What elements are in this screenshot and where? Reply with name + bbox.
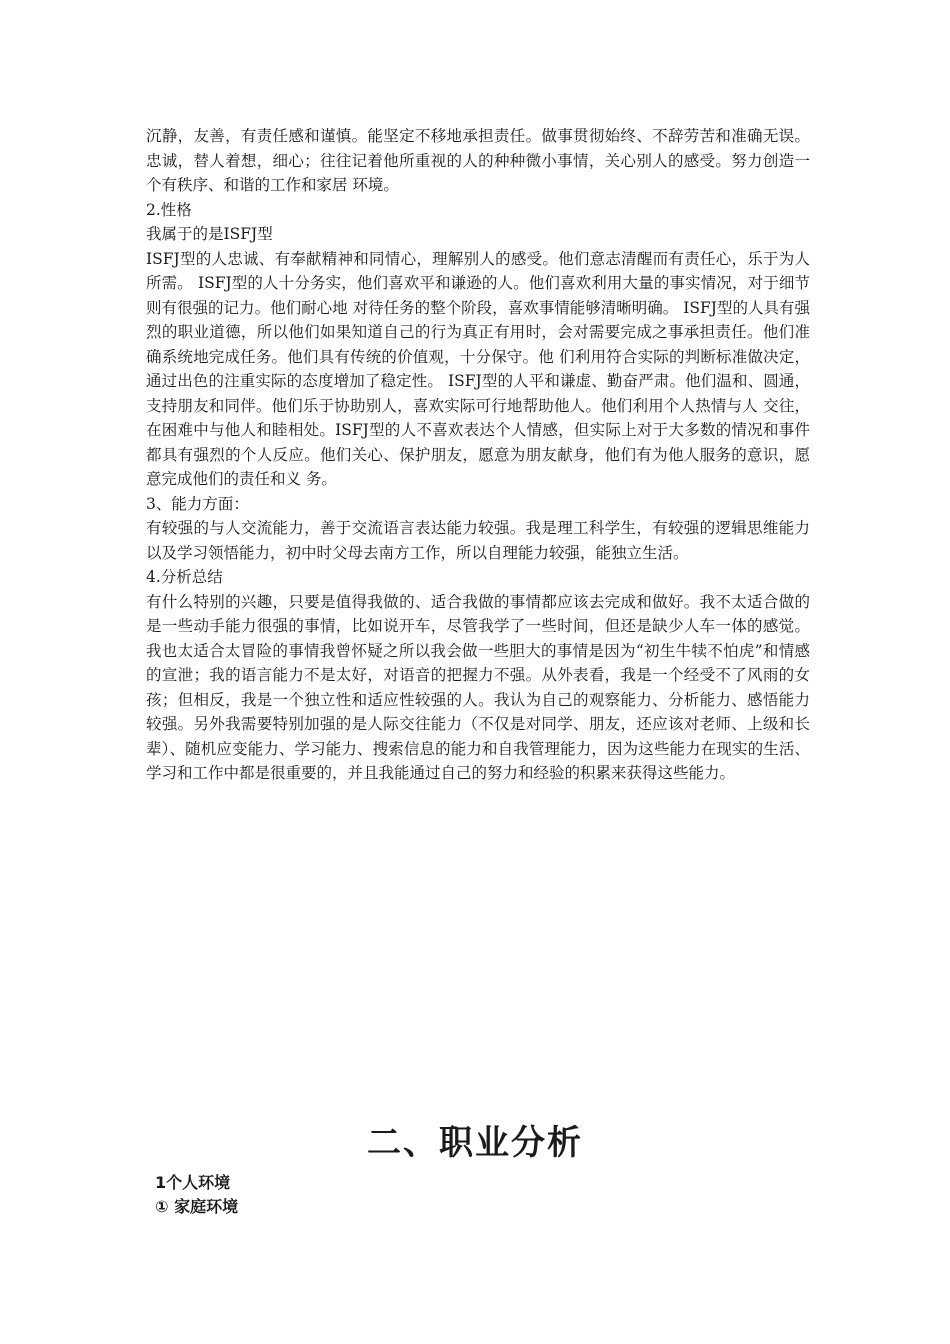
intro-paragraph: 沉静，友善，有责任感和谨慎。能坚定不移地承担责任。做事贯彻始终、不辞劳苦和准确无误。忠诚，替人着想，细心；往往记着他所重视的人的种种微小事情，关心别人的感受。努力创造一个有秩序、和谐的工作和家居 环境。 bbox=[146, 127, 810, 194]
self-analysis-body bbox=[146, 124, 810, 786]
personal-environment-heading: 1个人环境 bbox=[155, 1173, 231, 1192]
summary-paragraph: 有什么特别的兴趣，只要是值得我做的、适合我做的事情都应该去完成和做好。我不太适合做的是一些动手能力很强的事情，比如说开车，尽管我学了一些时间，但还是缺少人车一体的感觉。我也太适合太冒险的事情我曾怀疑之所以我会做一些胆大的事情是因为“初生牛犊不怕虎”和情感的宣泄；我的语言能力不是太好，对语音的把握力不强。从外表看，我是一个经受不了风雨的女孩；但相反，我是一个独立性和适应性较强的人。我认为自己的观察能力、分析能力、感悟能力较强。另外我需要特别加强的是人际交往能力（不仅是对同学、朋友，还应该对老师、上级和长辈）、随机应变能力、学习能力、搜索信息的能力和自我管理能力，因为这些能力在现实的生活、学习和工作中都是很重要的，并且我能通过自己的努力和经验的积累来获得这些能力。 bbox=[146, 592, 810, 782]
summary-heading: 4.分析总结 bbox=[146, 568, 223, 586]
personality-heading: 2.性格 bbox=[146, 200, 192, 219]
ability-paragraph: 有较强的与人交流能力，善于交流语言表达能力较强。我是理工科学生，有较强的逻辑思维能力以及学习领悟能力，初中时父母去南方工作，所以自理能力较强，能独立生活。 bbox=[146, 519, 810, 562]
personality-type-line: 我属于的是ISFJ型 bbox=[146, 225, 273, 243]
personality-paragraph: ISFJ型的人忠诚、有奉献精神和同情心，理解别人的感受。他们意志清醒而有责任心，乐于为人所需。 ISFJ型的人十分务实，他们喜欢平和谦逊的人。他们喜欢利用大量的事实情况，对于细节则有很强的记力。他们耐心地 对待任务的整个阶段，喜欢事情能够清晰明确。 ISFJ型的人具有强烈的职业道德，所以他们如果知道自己的行为真正有用时，会对需要完成之事承担责任。他们准确系统地完成任务。他们具有传统的价值观，十分保守。他 们利用符合实际的判断标准做决定，通过出色的注重实际的态度增加了稳定性。 ISFJ型的人平和谦虚、勤奋严肃。他们温和、圆通，支持朋友和同伴。他们乐于协助别人，喜欢实际可行地帮助他人。他们利用个人热情与人 交往，在困难中与他人和睦相处。ISFJ型的人不喜欢表达个人情感，但实际上对于大多数的情况和事件都具有强烈的个人反应。他们关心、保护朋友，愿意为朋友献身，他们有为他人服务的意识，愿意完成他们的责任和义 务。 bbox=[146, 249, 810, 488]
ability-heading: 3、能力方面： bbox=[146, 494, 249, 513]
chapter-title: 二、职业分析 bbox=[367, 1123, 583, 1163]
family-environment-heading: ① 家庭环境 bbox=[155, 1197, 239, 1216]
